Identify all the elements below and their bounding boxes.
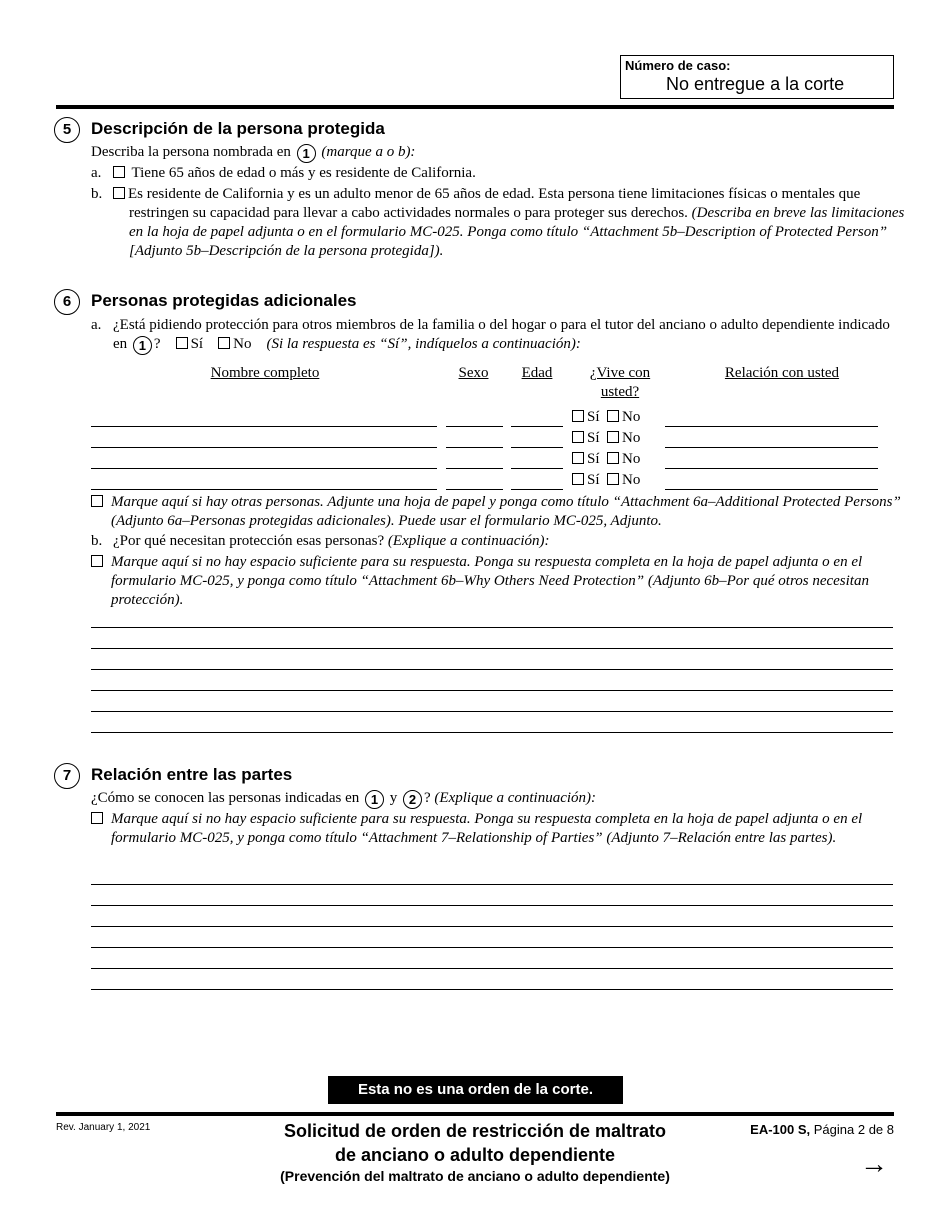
section-6b [113,532,550,551]
section-6a-instruction: (Si la respuesta es “Sí”, indíquelos a continuación): [266,336,581,352]
section-6b-space-note [91,553,906,610]
no-label: No [622,409,641,425]
form-id: EA-100 S, [750,1122,811,1137]
section-6a-text: ¿Está pidiendo protección para otros miembros de la familia o del hogar o para el tutor del anciano o adulto dependiente indicado en [113,317,890,352]
answer-line[interactable] [91,732,893,733]
yes-label: Sí [587,472,600,488]
case-number-label: Número de caso: [625,58,731,73]
no-label: No [622,472,641,488]
section-6b-instruction: (Explique a continuación): [387,533,550,549]
section-5-intro-instruction: (marque a o b): [321,144,416,160]
lives-with-yes-checkbox[interactable] [572,452,584,464]
lives-with-options [572,450,640,469]
page-number: Página 2 de 8 [813,1122,894,1137]
age-field[interactable] [511,489,563,490]
section-5b-letter: b. [91,186,103,202]
form-subtitle: (Prevención del maltrato de anciano o adulto dependiente) [280,1168,670,1184]
revision-date: Rev. January 1, 2021 [56,1122,151,1133]
ref-2-badge: 2 [403,790,422,809]
section-6a-more-persons [91,493,901,531]
lives-with-options [572,408,640,427]
section-6a-yes-label: Sí [190,336,204,352]
lives-with-yes-checkbox[interactable] [572,473,584,485]
more-persons-text: Marque aquí si hay otras personas. Adjunte una hoja de papel y ponga como título “Attachment 6a–Additional Protected Persons” (Adjunto 6a–Personas protegidas adicionales). Puede usar el formulario MC-025, Adjunto. [111,494,901,529]
section-5a [113,164,476,183]
section-5-title: Descripción de la persona protegida [91,119,385,138]
section-6b-letter: b. [91,533,103,549]
sex-field[interactable] [446,447,503,448]
section-5-intro [91,143,415,163]
name-field[interactable] [91,447,437,448]
section-6a-no-label: No [233,336,252,352]
section-7-title: Relación entre las partes [91,765,293,784]
answer-line[interactable] [91,690,893,691]
not-court-order-notice: Esta no es una orden de la corte. [328,1076,623,1104]
section-6b-checkbox[interactable] [91,555,103,567]
name-field[interactable] [91,489,437,490]
lives-with-no-checkbox[interactable] [607,431,619,443]
lives-with-yes-checkbox[interactable] [572,410,584,422]
form-id-page [700,1122,894,1137]
section-7-space-note [91,810,906,848]
next-page-arrow-icon: → [860,1148,888,1179]
section-6a-question-mark: ? [153,336,161,352]
column-header-lives-with-1: ¿Vive con [589,365,651,381]
column-header-age: Edad [521,365,553,381]
section-6a-no-checkbox[interactable] [218,337,230,349]
answer-line[interactable] [91,669,893,670]
section-6a-letter: a. [91,317,102,333]
form-title [230,1119,720,1167]
answer-line[interactable] [91,648,893,649]
ref-1-badge: 1 [297,144,316,163]
section-7-number: 7 [54,763,80,789]
relation-field[interactable] [665,468,878,469]
section-7-checkbox[interactable] [91,812,103,824]
answer-line[interactable] [91,968,893,969]
sex-field[interactable] [446,489,503,490]
lives-with-options [572,429,640,448]
form-title-line-1: Solicitud de orden de restricción de maltrato [283,1121,667,1141]
relation-field[interactable] [665,447,878,448]
section-5b [113,185,909,261]
section-6-number: 6 [54,289,80,315]
case-number-value: No entregue a la corte [666,74,845,94]
section-5-number: 5 [54,117,80,143]
answer-line[interactable] [91,989,893,990]
section-5b-text: Es residente de California y es un adulto menor de 65 años de edad. Esta persona tiene limitaciones físicas o mentales que restringen su capacidad para llevar a cabo actividades normales o para proteger sus derechos. [128,186,861,221]
more-persons-checkbox[interactable] [91,495,103,507]
footer-rule [56,1112,894,1116]
ref-1-badge: 1 [133,336,152,355]
section-7-question-mark: ? [424,790,431,806]
section-6a-yes-checkbox[interactable] [176,337,188,349]
column-header-relation: Relación con usted [724,365,840,381]
section-5a-text: Tiene 65 años de edad o más y es residente de California. [131,165,476,181]
section-7-question [91,789,596,809]
column-header-sex: Sexo [458,365,489,381]
section-5-intro-text: Describa la persona nombrada en [91,144,291,160]
case-number-box [620,55,894,99]
no-label: No [622,430,641,446]
lives-with-no-checkbox[interactable] [607,473,619,485]
lives-with-no-checkbox[interactable] [607,410,619,422]
lives-with-yes-checkbox[interactable] [572,431,584,443]
answer-line[interactable] [91,627,893,628]
section-6a [113,316,893,355]
column-header-lives-with-2: usted? [600,384,640,400]
age-field[interactable] [511,426,563,427]
yes-label: Sí [587,451,600,467]
section-7-and: y [389,790,398,806]
ref-1-badge: 1 [365,790,384,809]
section-7-check-text: Marque aquí si no hay espacio suficiente para su respuesta. Ponga su respuesta completa en la hoja de papel adjunta o en el formulario MC-025, y ponga como título “Attachment 7–Relationship of Parties” (Adjunto 7–Relación entre las partes). [111,811,863,846]
lives-with-no-checkbox[interactable] [607,452,619,464]
lives-with-options [572,471,640,490]
section-5b-instruction: (Describa en breve las limitaciones en la hoja de papel adjunta o en el formulario MC-025. Ponga como título “Attachment 5b–Description of Protected Person” [Adjunto 5b–Descripción de la persona protegida]). [129,205,905,259]
section-7-question-text: ¿Cómo se conocen las personas indicadas en [91,790,360,806]
section-6b-text: ¿Por qué necesitan protección esas personas? [113,533,385,549]
no-label: No [622,451,641,467]
answer-line[interactable] [91,711,893,712]
name-field[interactable] [91,468,437,469]
name-field[interactable] [91,426,437,427]
answer-line[interactable] [91,905,893,906]
section-5a-checkbox[interactable] [113,166,125,178]
section-6-title: Personas protegidas adicionales [91,291,357,310]
form-title-line-2: de anciano o adulto dependiente [334,1145,616,1165]
answer-line[interactable] [91,884,893,885]
relation-field[interactable] [665,489,878,490]
sex-field[interactable] [446,426,503,427]
section-5b-checkbox[interactable] [113,187,125,199]
top-rule [56,105,894,109]
relation-field[interactable] [665,426,878,427]
answer-line[interactable] [91,926,893,927]
sex-field[interactable] [446,468,503,469]
yes-label: Sí [587,409,600,425]
answer-line[interactable] [91,947,893,948]
column-header-name: Nombre completo [210,365,320,381]
section-7-instruction: (Explique a continuación): [434,790,597,806]
yes-label: Sí [587,430,600,446]
section-6b-check-text: Marque aquí si no hay espacio suficiente para su respuesta. Ponga su respuesta completa en la hoja de papel adjunta o en el formulario MC-025, y ponga como título “Attachment 6b–Why Others Need Protection” (Adjunto 6b–Por qué otros necesitan protección). [111,554,869,608]
age-field[interactable] [511,447,563,448]
age-field[interactable] [511,468,563,469]
section-5a-letter: a. [91,165,102,181]
